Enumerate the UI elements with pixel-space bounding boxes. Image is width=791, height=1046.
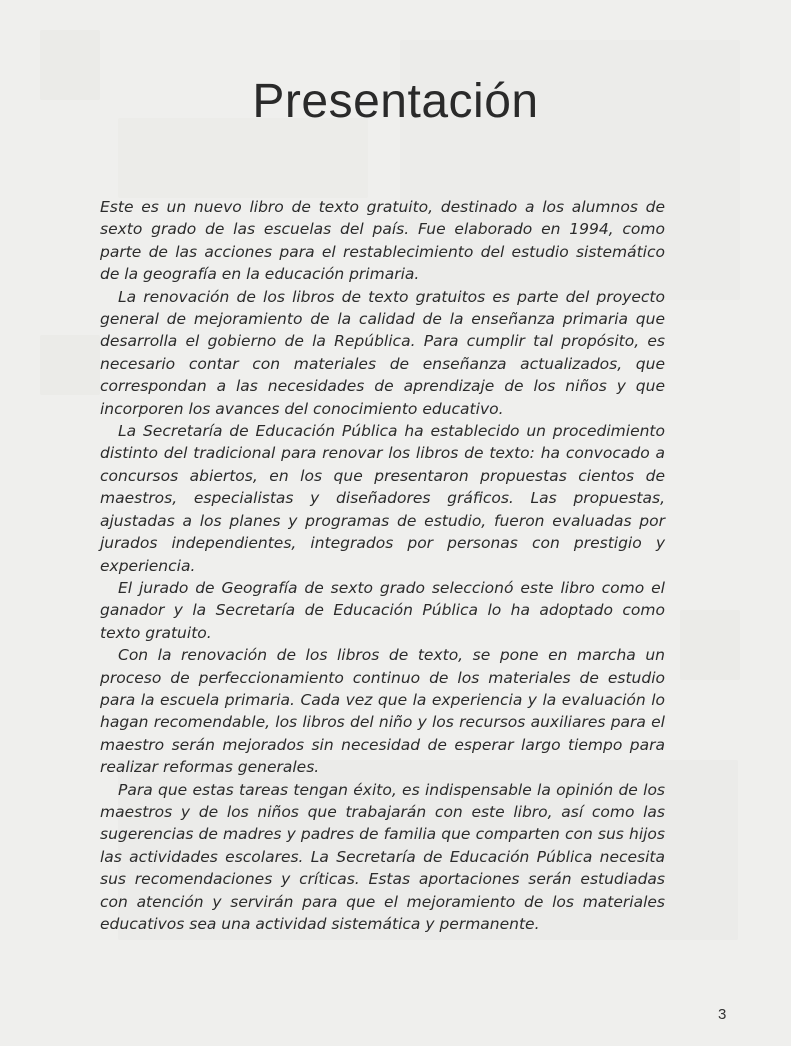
- show-through-shadow: [680, 610, 740, 680]
- page-number: 3: [718, 1006, 727, 1023]
- show-through-shadow: [40, 335, 100, 395]
- paragraph-6: Para que estas tareas tengan éxito, es indispensable la opinión de los maestros y de los niños que trabajarán con este libro, así como las sugerencias de madres y padres de familia que comparten con sus hijos las actividades escolares. La Secretaría de Educación Pública necesita sus recomendaciones y críticas. Estas aportaciones serán estudiadas con atención y servirán para que el mejoramiento de los materiales educativos sea una actividad sistemática y permanente.: [100, 780, 665, 933]
- paragraph-1: Este es un nuevo libro de texto gratuito, destinado a los alumnos de sexto grado de las escuelas del país. Fue elaborado en 1994, como parte de las acciones para el restablecimiento del estudio sistemático de la geografía en la educación primaria.: [100, 198, 665, 284]
- page-title: Presentación: [252, 75, 539, 128]
- show-through-shadow: [118, 118, 368, 198]
- paragraph-2: La renovación de los libros de texto gratuitos es parte del proyecto general de mejoramiento de la calidad de la enseñanza primaria que desarrolla el gobierno de la República. Para cumplir tal propósito, es necesario contar con materiales de enseñanza actualizados, que correspondan a las necesidades de aprendizaje de los niños y que incorporen los avances del conocimiento educativo.: [100, 287, 665, 418]
- paragraph-3: La Secretaría de Educación Pública ha establecido un procedimiento distinto del tradicional para renovar los libros de texto: ha convocado a concursos abiertos, en los que presentaron propuestas cientos de maestros, especialistas y diseñadores gráficos. Las propuestas, ajustadas a los planes y programas de estudio, fueron evaluadas por jurados independientes, integrados por personas con prestigio y experiencia.: [100, 422, 665, 575]
- paragraph-5: Con la renovación de los libros de texto, se pone en marcha un proceso de perfeccionamiento continuo de los materiales de estudio para la escuela primaria. Cada vez que la experiencia y la evaluación lo hagan recomendable, los libros del niño y los recursos auxiliares para el maestro serán mejorados sin necesidad de esperar largo tiempo para realizar reformas generales.: [100, 646, 665, 777]
- paragraph-4: El jurado de Geografía de sexto grado seleccionó este libro como el ganador y la Secretaría de Educación Pública lo ha adoptado como texto gratuito.: [100, 578, 665, 642]
- body-text: [100, 196, 665, 935]
